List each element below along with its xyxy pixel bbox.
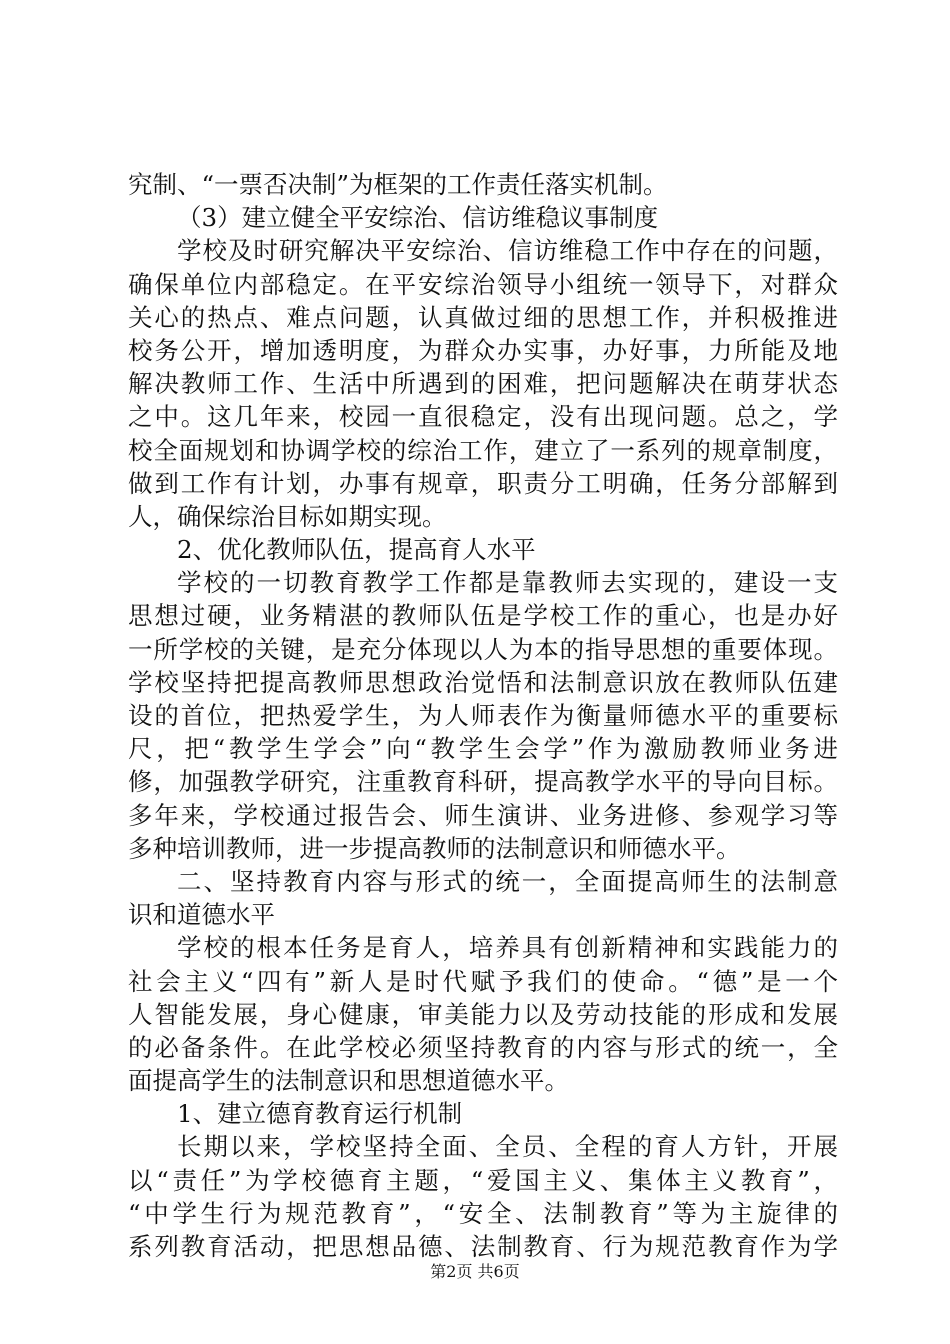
text-line: 多种培训教师，进一步提高教师的法制意识和师德水平。	[128, 833, 741, 863]
text-line: 设的首位，把热爱学生，为人师表作为衡量师德水平的重要标	[128, 701, 838, 730]
text-line: 社会主义“四有”新人是时代赋予我们的使命。“德”是一个	[128, 966, 838, 996]
text-line: “中学生行为规范教育”，“安全、法制教育”等为主旋律的	[128, 1198, 838, 1228]
text-line: 解决教师工作、生活中所遇到的困难，把问题解决在萌芽状态	[128, 369, 838, 399]
text-line: 2、优化教师队伍，提高育人水平	[177, 535, 536, 565]
text-line: 之中。这几年来，校园一直很稳定，没有出现问题。总之，学	[128, 402, 838, 432]
text-line: 修，加强教学研究，注重教育科研，提高教学水平的导向目标。	[128, 767, 838, 797]
page-number-footer: 第2页 共6页	[430, 1262, 520, 1281]
text-line: 系列教育活动，把思想品德、法制教育、行为规范教育作为学	[128, 1232, 838, 1261]
text-line: 面提高学生的法制意识和思想道德水平。	[128, 1066, 569, 1096]
text-line: 人智能发展，身心健康，审美能力以及劳动技能的形成和发展	[128, 999, 838, 1029]
text-line: 以“责任”为学校德育主题，“爱国主义、集体主义教育”，	[128, 1165, 838, 1195]
text-line: 人，确保综治目标如期实现。	[128, 501, 447, 531]
text-line: 学校的一切教育教学工作都是靠教师去实现的，建设一支	[177, 568, 838, 598]
text-line: 做到工作有计划，办事有规章，职责分工明确，任务分部解到	[128, 468, 838, 498]
text-line: 学校的根本任务是育人，培养具有创新精神和实践能力的	[177, 933, 838, 963]
text-line: 尺，把“教学生学会”向“教学生会学”作为激励教师业务进	[128, 734, 838, 764]
text-line: 的必备条件。在此学校必须坚持教育的内容与形式的统一，全	[128, 1032, 838, 1062]
text-line: 校全面规划和协调学校的综治工作，建立了一系列的规章制度，	[128, 435, 838, 465]
text-line: 校务公开，增加透明度，为群众办实事，办好事，力所能及地	[128, 335, 838, 365]
text-line: 二、坚持教育内容与形式的统一，全面提高师生的法制意	[177, 866, 838, 896]
text-line: 多年来，学校通过报告会、师生演讲、业务进修、参观学习等	[128, 800, 838, 830]
text-line: 思想过硬，业务精湛的教师队伍是学校工作的重心，也是办好	[128, 601, 838, 631]
text-line: 学校坚持把提高教师思想政治觉悟和法制意识放在教师队伍建	[128, 667, 838, 697]
text-line: 确保单位内部稳定。在平安综治领导小组统一领导下，对群众	[128, 269, 838, 299]
text-line: 识和道德水平	[128, 900, 275, 930]
text-line: 长期以来，学校坚持全面、全员、全程的育人方针，开展	[177, 1132, 838, 1162]
text-line: 一所学校的关键，是充分体现以人为本的指导思想的重要体现。	[128, 634, 838, 664]
text-line: 关心的热点、难点问题，认真做过细的思想工作，并积极推进	[128, 302, 838, 332]
text-line: 究制、“一票否决制”为框架的工作责任落实机制。	[128, 170, 668, 199]
document-body	[128, 168, 838, 1263]
text-line: 1、建立德育教育运行机制	[177, 1099, 463, 1129]
text-line: 学校及时研究解决平安综治、信访维稳工作中存在的问题，	[177, 236, 838, 266]
text-line: （3）建立健全平安综治、信访维稳议事制度	[177, 203, 659, 233]
